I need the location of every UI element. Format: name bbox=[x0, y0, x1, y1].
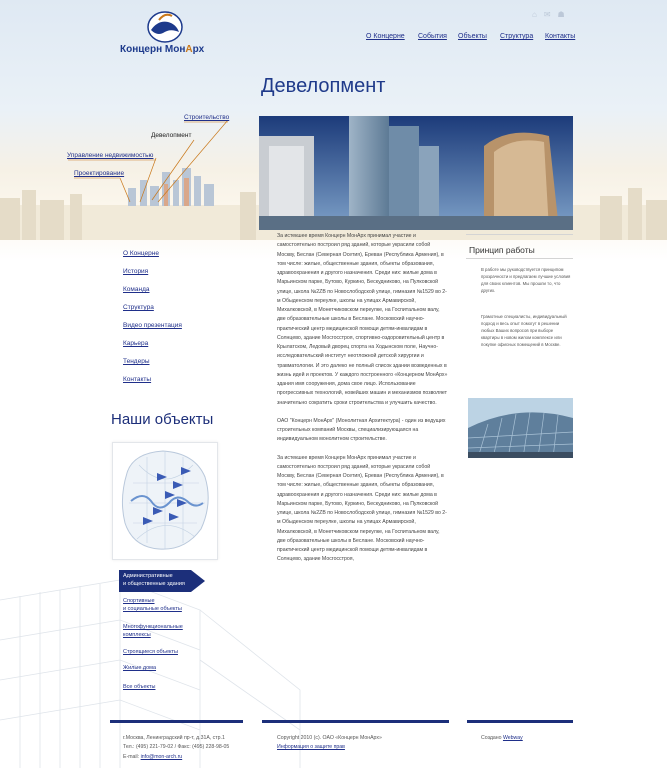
footer-email-link[interactable]: info@mon-arch.ru bbox=[140, 753, 183, 760]
mail-icon[interactable]: ✉ bbox=[543, 10, 551, 19]
footer-address: г.Москва, Ленинградский пр-т, д.31А, стр.1 bbox=[123, 735, 225, 741]
category-active-arrow bbox=[191, 570, 205, 592]
diagram-link-property-management[interactable]: Управление недвижимостью bbox=[67, 152, 154, 159]
footer-bar-2 bbox=[262, 720, 449, 723]
diagram-link-design[interactable]: Проектирование bbox=[74, 170, 125, 177]
sidebar-paragraph-2: Грамотные специалисты, индивидуальный подход и весь опыт помогут в решении любых Ваших вопросов при выборе квартиры в новом жилом комплексе или покупке офисных помещений в Москве. bbox=[481, 314, 567, 347]
left-nav-team[interactable]: Команда bbox=[123, 286, 150, 293]
category-residential[interactable]: Жилые дома bbox=[123, 665, 157, 671]
left-nav-history[interactable]: История bbox=[123, 268, 149, 275]
nav-about[interactable]: О Концерне bbox=[366, 33, 405, 40]
footer-contacts bbox=[123, 734, 229, 762]
footer-made-by-label: Создано bbox=[481, 735, 502, 741]
left-nav-structure[interactable]: Структура bbox=[123, 304, 154, 311]
sitemap-icon[interactable]: ☗ bbox=[557, 10, 565, 19]
diagram-item-development: Девелопмент bbox=[151, 132, 192, 139]
footer-privacy-link[interactable]: Информация о защите прав bbox=[277, 744, 345, 751]
left-nav-career[interactable]: Карьера bbox=[123, 340, 149, 347]
page-title: Девелопмент bbox=[261, 75, 386, 97]
brand-name-2: рх bbox=[192, 44, 205, 55]
nav-objects[interactable]: Объекты bbox=[458, 33, 487, 40]
glass-building-image bbox=[468, 398, 573, 458]
main-paragraph-2: ОАО "Концерн МонАрх" (Монолитная Архитектура) - один из ведущих строительных компаний Москвы, специализирующаяся на индивидуальном монолитном строительстве. bbox=[277, 417, 446, 443]
sidebar-paragraph-1: В работе мы руководствуется принципом прозрачности и предлагаем лучшие условия для своих клиентов. Мы прошли то, что других. bbox=[481, 267, 571, 293]
left-nav-contacts[interactable]: Контакты bbox=[123, 376, 152, 383]
utility-icons bbox=[532, 10, 565, 19]
footer-phones: Тел.: (495) 221-79-02 / Факс: (495) 228-98-05 bbox=[123, 744, 230, 751]
sidebar-title: Принцип работы bbox=[469, 245, 535, 255]
main-paragraph-1: За истекшее время Концерн МонАрх принимал участие и самостоятельно построил ряд зданий, которые украсили собой Москву, Беслан (Северная Осетия), Ереван (Республика Армения), в том числе: жилые, общественные здания, объекты образования, здравоохранения и другого назначения. Среди них: жилые дома в Марьинском парке, Бутово, Куркино, Бескудниково, на Пулковской улице, школа №2ZB по Новослободской улице, гимназия №1529 во 2-м Обыденском переулке, школы на улицах Армавирской, Михалковской, в Монетчиковском переулке, на Госпитальном валу, две образовательные школы в Беслане. Московский научно-практический центр медицинской помощи детям-инвалидам в Солнцево, здание Мосгосстроя, спортивно-оздоровительный центр в Крылатском, Ледовый дворец спорта на Ходынском поле, Научно-исследовательский институт неотложной детской хирургии и травматологии. И это далеко не полный список здании возведенных в жизнь идей и проектов. У каждого построенного «Концерном МонАрх» здания имя сооружения, дома свое лицо. Использование прогрессивных технологий, новейших машин и механизмов позволяет значительно сократить сроки строительства и улучшить качество. bbox=[277, 233, 448, 406]
category-under-construction[interactable]: Строящиеся объекты bbox=[123, 649, 178, 655]
main-paragraph-3: За истекшее время Концерн МонАрх принимал участие и самостоятельно построил ряд зданий, которые украсили собой Москву, Беслан (Северная Осетия), Ереван (Республика Армения), в том числе: жилые, общественные здания, объекты образования, здравоохранения и другого назначения. Среди них: жилые дома в Марьинском парке, Бутово, Куркино, Бескудниково, на Пулковской улице, школа №2ZB по Новослободской улице, гимназия №1529 во 2-м Обыденском переулке, школы на улицах Армавирской, Михалковской, в Монетчиковском переулке, на Госпитальном валу, две образовательные школы в Беслане. Московский научно-практический центр медицинской помощи детям-инвалидам в Солнцево, здание Мосгосстроя, bbox=[277, 454, 447, 563]
footer-made-by-link[interactable]: Webway bbox=[502, 735, 523, 741]
nav-contacts[interactable]: Контакты bbox=[545, 33, 576, 40]
diagram-lines bbox=[60, 110, 240, 210]
left-nav-tenders[interactable]: Тендеры bbox=[123, 358, 150, 365]
logo-text[interactable] bbox=[120, 44, 204, 55]
nav-events[interactable]: События bbox=[418, 33, 447, 40]
footer-email-row bbox=[123, 753, 229, 762]
category-sport-social[interactable]: Спортивные и социальные объекты bbox=[123, 598, 182, 612]
category-multifunctional[interactable]: Многофункциональные комплексы bbox=[123, 624, 183, 638]
nav-structure[interactable]: Структура bbox=[500, 33, 534, 40]
footer-bar-1 bbox=[110, 720, 243, 723]
category-admin-buildings[interactable]: Административные и общественные здания bbox=[123, 573, 185, 587]
home-icon[interactable]: ⌂ bbox=[532, 10, 537, 19]
footer-email-label: E-mail: bbox=[123, 753, 140, 760]
left-nav-video[interactable]: Видео презентация bbox=[123, 322, 182, 329]
category-all-objects[interactable]: Все объекты bbox=[123, 684, 156, 690]
hero-skyscrapers-image bbox=[259, 116, 573, 230]
footer-bar-3 bbox=[467, 720, 573, 723]
objects-title: Наши объекты bbox=[111, 411, 214, 428]
footer-credits bbox=[481, 734, 523, 743]
left-nav-about[interactable]: О Концерне bbox=[123, 250, 159, 257]
sidebar-divider-2 bbox=[466, 258, 573, 259]
sidebar-divider bbox=[466, 234, 573, 235]
brand-name-accent: А bbox=[185, 44, 193, 55]
diagram-link-construction[interactable]: Строительство bbox=[184, 114, 230, 121]
footer-copyright: Copyright 2010 (c). ОАО «Концерн МонАрх» bbox=[277, 735, 382, 741]
footer-copyright-block bbox=[277, 734, 382, 753]
brand-name-1: Концерн Мон bbox=[120, 44, 186, 55]
main-content bbox=[277, 232, 449, 574]
